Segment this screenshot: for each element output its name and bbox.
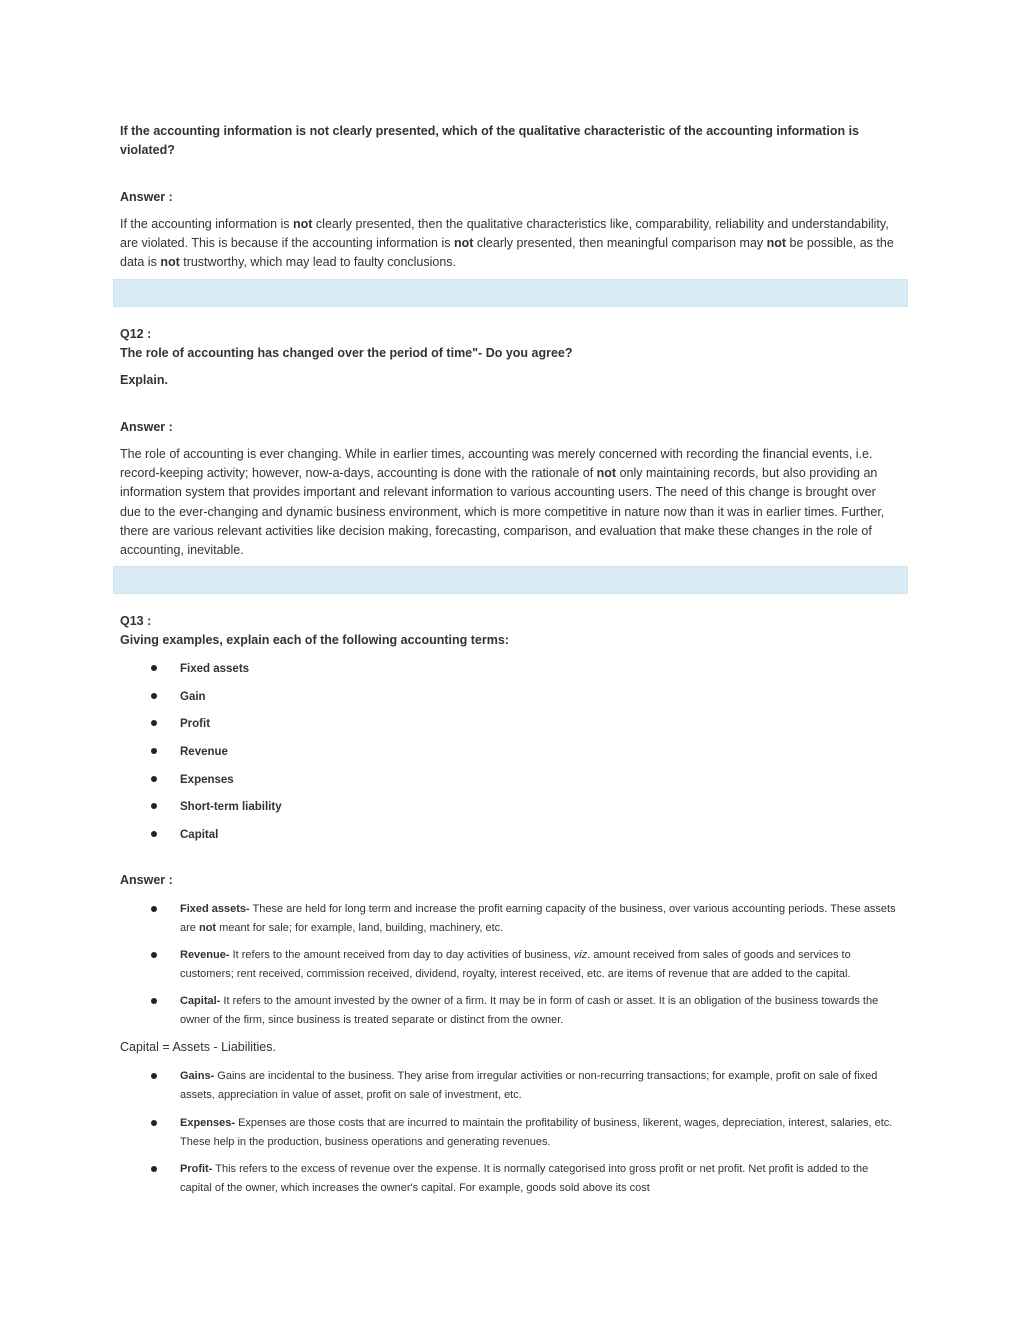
list-item	[120, 744, 282, 772]
q11-question: If the accounting information is not clearly presented, which of the qualitative characteristic of the accounting information is violated?	[120, 124, 860, 157]
bullet-icon	[151, 776, 157, 782]
list-item	[120, 689, 282, 717]
bullet-icon	[151, 720, 157, 726]
text: This refers to the excess of revenue over the expense. It is normally categorised into gross profit or net profit. Net profit is added to the capital of the owner, which increases the owner's capital. For example, goods sold above its cost	[180, 1163, 869, 1194]
bullet-icon	[151, 748, 157, 754]
text: clearly presented, then the qualitative characteristics like, comparability, reliability and understandability, are violated. This is because if the accounting information is	[120, 217, 889, 251]
term: Gains-	[180, 1070, 215, 1082]
term: Capital-	[180, 995, 221, 1007]
list-item	[120, 661, 282, 689]
list-item	[120, 799, 282, 827]
emphasis: not	[596, 466, 617, 481]
answer-item	[120, 1114, 900, 1152]
q11-answer-label: Answer :	[120, 190, 173, 204]
term: Expenses	[180, 773, 234, 786]
capital-equation: Capital = Assets - Liabilities.	[120, 1040, 276, 1054]
answer-item	[120, 946, 900, 984]
emphasis: not	[293, 217, 313, 231]
term: Revenue-	[180, 949, 230, 961]
term: Fixed assets	[180, 663, 250, 675]
bullet-icon	[151, 1120, 157, 1126]
answer-item	[120, 1067, 900, 1105]
bullet-icon	[151, 803, 157, 809]
list-item	[120, 827, 282, 855]
q11-answer	[120, 215, 900, 273]
emphasis: viz	[573, 949, 588, 961]
q12-answer	[120, 445, 900, 560]
text: If the accounting information is	[120, 217, 294, 231]
emphasis: not	[160, 255, 180, 270]
q13-number: Q13 :	[120, 614, 152, 628]
text: trustworthy, which may lead to faulty conclusions.	[179, 255, 457, 270]
terms-list	[120, 661, 282, 855]
list-item	[120, 772, 282, 800]
term: Revenue	[180, 746, 228, 759]
q12-answer-label: Answer :	[120, 420, 173, 434]
text: be possible, as the data is	[120, 236, 894, 270]
answer-item	[120, 900, 900, 938]
q12-number: Q12 :	[120, 327, 152, 341]
q12-instruction: Explain.	[120, 373, 168, 387]
text: only maintaining records, but also providing an information system that provides important and relevant information to various accounting users. The need of this change is brought over due to the ever-changing and dynamic business environment, which is more competitive in nature now than it was in earlier times. Further, there are various relevant activities like decision making, forecasting, comparison, and evaluation that make these changes in the role of accounting, inevitable.	[120, 466, 885, 558]
section-divider	[113, 566, 908, 594]
bullet-icon	[151, 906, 157, 912]
bullet-icon	[151, 665, 157, 671]
bullet-icon	[151, 1073, 157, 1079]
term: Gain	[180, 690, 206, 703]
q12-question: The role of accounting has changed over the period of time"- Do you agree?	[120, 346, 573, 360]
emphasis: not	[198, 922, 217, 934]
bullet-icon	[151, 693, 157, 699]
term: Short-term liability	[180, 801, 282, 814]
term: Fixed assets-	[180, 903, 250, 915]
q13-question: Giving examples, explain each of the following accounting terms:	[120, 633, 509, 647]
section-divider	[113, 279, 908, 307]
text: . amount received from sales of goods and services to customers; rent received, commission received, dividend, royalty, interest received, etc. are items of revenue that are added to the capital.	[180, 949, 851, 980]
text: It refers to the amount received from day to day activities of business,	[229, 949, 574, 961]
text: The role of accounting is ever changing. While in earlier times, accounting was merely concerned with recording the financial events, i.e. record-keeping activity; however, now-a-days, accounting is done with the rationale of	[120, 447, 873, 481]
text: These are held for long term and increase the profit earning capacity of the business, over various accounting periods. These assets are	[180, 903, 896, 934]
emphasis: not	[766, 236, 787, 251]
bullet-icon	[151, 1166, 157, 1172]
term: Profit	[180, 718, 211, 731]
emphasis: not	[453, 236, 474, 251]
text: meant for sale; for example, land, building, machinery, etc.	[216, 922, 504, 934]
term: Capital	[180, 829, 219, 842]
bullet-icon	[151, 998, 157, 1004]
text: It refers to the amount invested by the owner of a firm. It may be in form of cash or asset. It is an obligation of the business towards the owner of the firm, since business is treated separate or distinct from the owner.	[180, 995, 879, 1026]
list-item	[120, 716, 282, 744]
term: Expenses-	[180, 1117, 236, 1129]
text: Expenses are those costs that are incurred to maintain the profitability of business, likerent, wages, depreciation, interest, salaries, etc. These help in the production, business operations and generating revenues.	[180, 1117, 893, 1148]
text: clearly presented, then meaningful comparison may	[473, 236, 767, 251]
term: Profit-	[180, 1163, 213, 1175]
bullet-icon	[151, 952, 157, 958]
bullet-icon	[151, 831, 157, 837]
answer-item	[120, 1160, 900, 1198]
text: Gains are incidental to the business. They arise from irregular activities or non-recurring transactions; for example, profit on sale of fixed assets, appreciation in value of asset, profit on sale of investment, etc.	[180, 1070, 878, 1101]
q13-answer-label: Answer :	[120, 873, 173, 887]
answer-item	[120, 992, 900, 1030]
